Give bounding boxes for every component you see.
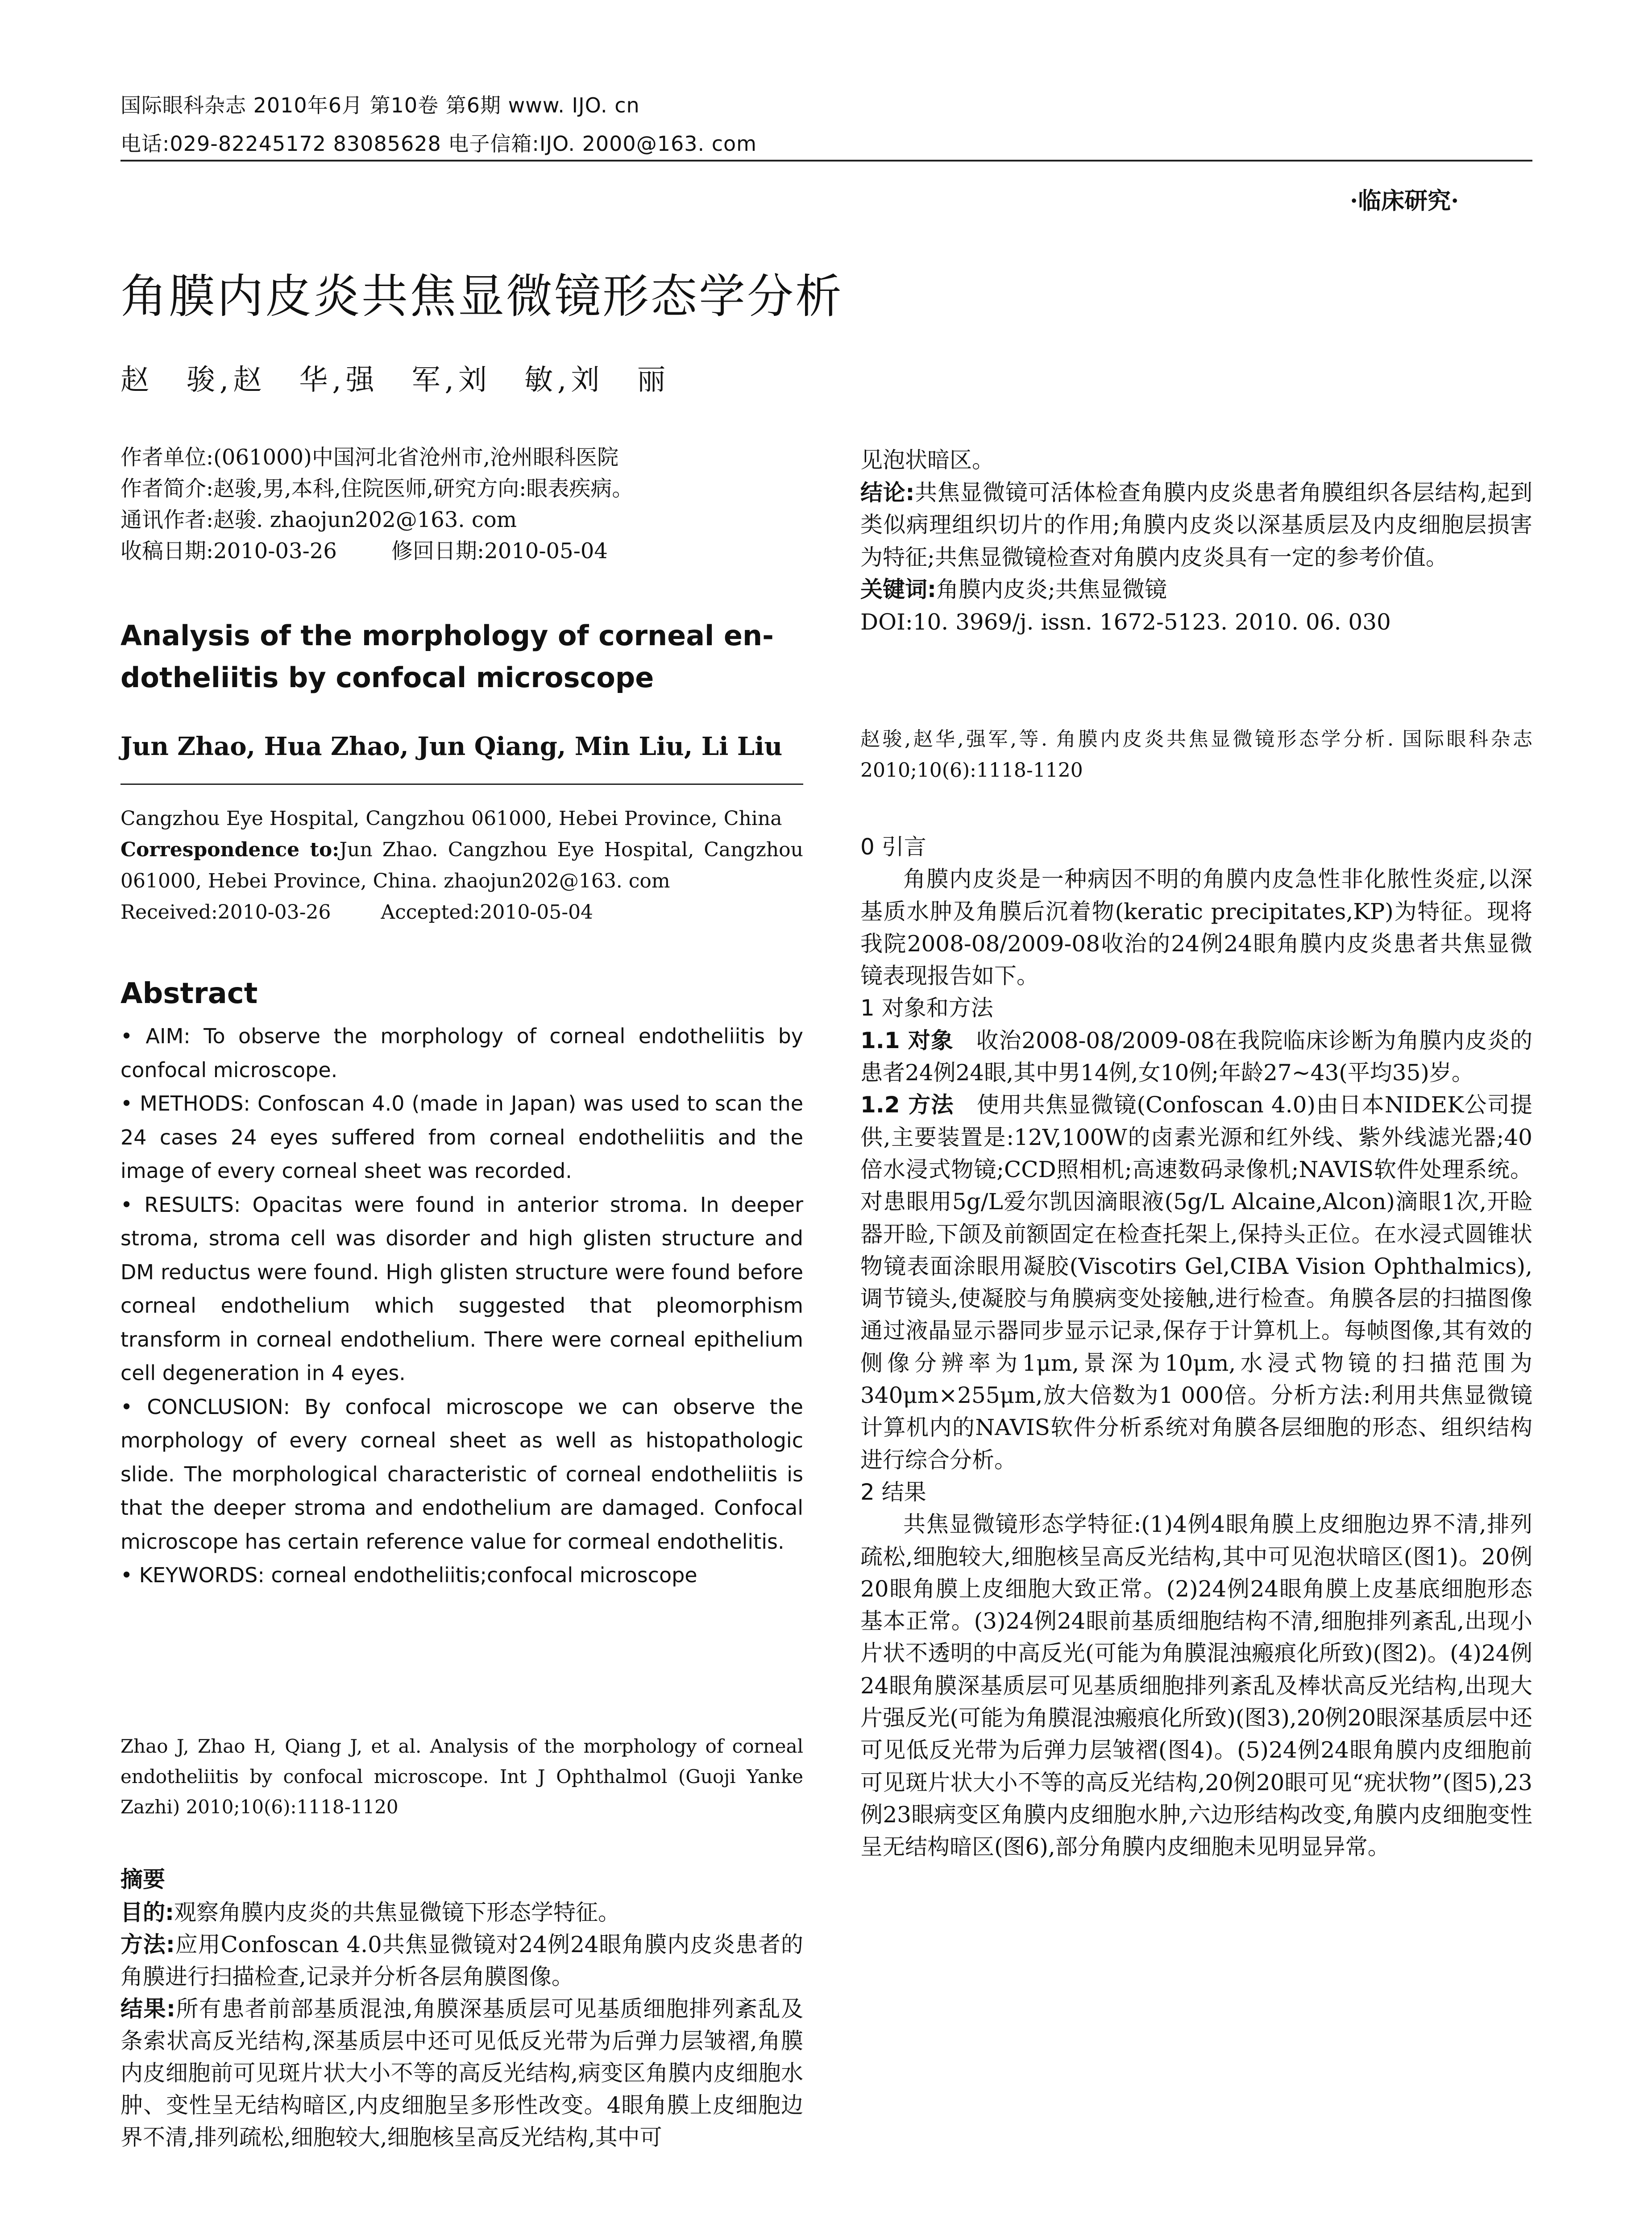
zhaiyao-heading: 摘要 (120, 1866, 165, 1892)
right-top-block (860, 444, 1532, 638)
body-text (860, 831, 1532, 1863)
section-1-2-text: 使用共焦显微镜(Confoscan 4.0)由日本NIDEK公司提供,主要装置是:12V,100W的卤素光源和红外线、紫外线滤光器;40倍水浸式物镜;CCD照相机;高速数码录像机;NAVIS软件处理系统。对患眼用5g/L爱尔凯因滴眼液(5g/L Alcaine,Alcon)滴眼1次,开睑器开睑,下颌及前额固定在检查托架上,保持头正位。在水浸式圆锥状物镜表面涂眼用凝胶(Viscotirs Gel,CIBA Vision Ophthalmics),调节镜头,使凝胶与角膜病变处接触,进行检查。角膜各层的扫描图像通过液晶显示器同步显示记录,保存于计算机上。每帧图像,其有效的侧像分辨率为1μm,景深为10μm,水浸式物镜的扫描范围为340μm×255μm,放大倍数为1 000倍。分析方法:利用共焦显微镜计算机内的NAVIS软件分析系统对角膜各层细胞的形态、组织结构进行综合分析。 (860, 1092, 1533, 1473)
keywords-text: 角膜内皮炎;共焦显微镜 (936, 576, 1167, 602)
title-en: Analysis of the morphology of corneal en-dotheliitis by confocal microscope (120, 619, 774, 694)
abstract-heading: Abstract (120, 977, 258, 1010)
author-info (120, 442, 803, 567)
zhaiyao-result-text: 所有患者前部基质混浊,角膜深基质层可见基质细胞排列紊乱及条索状高反光结构,深基质层中还可见低反光带为后弹力层皱褶,角膜内皮细胞前可见斑片状大小不等的高反光结构,病变区角膜内皮细胞水肿、变性呈无结构暗区,内皮细胞呈多形性改变。4眼角膜上皮细胞边界不清,排列疏松,细胞较大,细胞核呈高反光结构,其中可 (120, 1996, 803, 2150)
keywords-label: 关键词: (860, 576, 936, 602)
abstract-conclusion: • CONCLUSION: By confocal microscope we can observe the morphology of every corneal sheet as well as histopathologic slide. The morphological characteristic of corneal endotheliitis is that the deeper stroma and endothelium are damaged. Confocal microscope has certain reference value for cormeal endothelitis. (120, 1394, 803, 1554)
header-rule (120, 160, 1532, 162)
zhaiyao-result-label: 结果: (120, 1996, 175, 2022)
author-intro: 作者简介:赵骏,男,本科,住院医师,研究方向:眼表疾病。 (120, 476, 634, 501)
abstract-body (120, 1020, 803, 1592)
zhaiyao-aim-label: 目的: (120, 1899, 174, 1925)
journal-header-line2: 电话:029-82245172 83085628 电子信箱:IJO. 2000@163. com (120, 132, 757, 156)
doi: DOI:10. 3969/j. issn. 1672-5123. 2010. 06. 030 (860, 609, 1391, 635)
citation-en: Zhao J, Zhao H, Qiang J, et al. Analysis of the morphology of corneal endotheliitis by confocal microscope. Int J Ophthalmol (Guoji Yanke Zazhi) 2010;10(6):1118-1120 (120, 1735, 803, 1818)
journal-header-line1: 国际眼科杂志 2010年6月 第10卷 第6期 www. IJO. cn (120, 93, 640, 117)
authors-en: Jun Zhao, Hua Zhao, Jun Qiang, Min Liu, Li Liu (120, 732, 783, 761)
received-en: Received:2010-03-26 Accepted:2010-05-04 (120, 901, 594, 924)
received-dates-cn: 收稿日期:2010-03-26 修回日期:2010-05-04 (120, 539, 608, 564)
correspondence-label: Correspondence to: (120, 838, 340, 861)
correspondence-text: Jun Zhao. Cangzhou Eye Hospital, Cangzhou 061000, Hebei Province, China. zhaojun202@163. com (120, 838, 803, 892)
section-2-text: 共焦显微镜形态学特征:(1)4例4眼角膜上皮细胞边界不清,排列疏松,细胞较大,细胞核呈高反光结构,其中可见泡状暗区(图1)。20例20眼角膜上皮细胞大致正常。(2)24例24眼角膜上皮基底细胞形态基本正常。(3)24例24眼前基质细胞结构不清,细胞排列紊乱,出现小片状不透明的中高反光(可能为角膜混浊瘢痕化所致)(图2)。(4)24例24眼角膜深基质层可见基质细胞排列紊乱及棒状高反光结构,出现大片强反光(可能为角膜混浊瘢痕化所致)(图3),20例20眼深基质层中还可见低反光带为后弹力层皱褶(图4)。(5)24例24眼角膜内皮细胞前可见斑片状大小不等的高反光结构,20例20眼可见“疣状物”(图5),23例23眼病变区角膜内皮细胞水肿,六边形结构改变,角膜内皮细胞变性呈无结构暗区(图6),部分角膜内皮细胞未见明显异常。 (860, 1511, 1532, 1860)
authors-cn: 赵 骏,赵 华,强 军,刘 敏,刘 丽 (120, 364, 670, 397)
zhaiyao-method-label: 方法: (120, 1932, 175, 1957)
section-1-1-text: 收治2008-08/2009-08在我院临床诊断为角膜内皮炎的患者24例24眼,其中男14例,女10例;年龄27~43(平均35)岁。 (860, 1027, 1533, 1086)
section-1-1-label: 1.1 对象 (860, 1027, 954, 1053)
zhaiyao-continuation: 见泡状暗区。 (860, 447, 994, 473)
citation-cn: 赵骏,赵华,强军,等. 角膜内皮炎共焦显微镜形态学分析. 国际眼科杂志 2010;10(6):1118-1120 (860, 728, 1532, 782)
section-0-text: 角膜内皮炎是一种病因不明的角膜内皮急性非化脓性炎症,以深基质水肿及角膜后沉着物(keratic precipitates,KP)为特征。现将我院2008-08/2009-08收治的24例24眼角膜内皮炎患者共焦显微镜表现报告如下。 (860, 866, 1532, 989)
title-cn: 角膜内皮炎共焦显微镜形态学分析 (120, 269, 844, 323)
section-0-heading: 0 引言 (860, 834, 926, 860)
affiliation-block (120, 803, 803, 928)
section-2-heading: 2 结果 (860, 1479, 926, 1505)
corresponding-author: 通讯作者:赵骏. zhaojun202@163. com (120, 507, 517, 532)
abstract-methods: • METHODS: Confoscan 4.0 (made in Japan) was used to scan the 24 cases 24 eyes suffered from corneal endotheliitis and the image of every corneal sheet was recorded. (120, 1091, 803, 1183)
section-tag: ·临床研究· (1350, 187, 1459, 215)
author-unit: 作者单位:(061000)中国河北省沧州市,沧州眼科医院 (120, 445, 619, 470)
zhaiyao-aim-text: 观察角膜内皮炎的共焦显微镜下形态学特征。 (174, 1899, 620, 1925)
affiliation-en: Cangzhou Eye Hospital, Cangzhou 061000, Hebei Province, China (120, 807, 782, 830)
abstract-keywords: • KEYWORDS: corneal endotheliitis;confocal microscope (120, 1563, 697, 1587)
conclusion-text: 共焦显微镜可活体检查角膜内皮炎患者角膜组织各层结构,起到类似病理组织切片的作用;角膜内皮炎以深基质层及内皮细胞层损害为特征;共焦显微镜检查对角膜内皮炎具有一定的参考价值。 (860, 479, 1532, 570)
conclusion-label: 结论: (860, 479, 915, 506)
zhaiyao-body (120, 1896, 803, 2153)
zhaiyao-method-text: 应用Confoscan 4.0共焦显微镜对24例24眼角膜内皮炎患者的角膜进行扫描检查,记录并分析各层角膜图像。 (120, 1932, 803, 1990)
authors-rule (120, 784, 803, 785)
section-1-heading: 1 对象和方法 (860, 995, 993, 1021)
abstract-aim: • AIM: To observe the morphology of corneal endotheliitis by confocal microscope. (120, 1024, 803, 1082)
abstract-results: • RESULTS: Opacitas were found in anterior stroma. In deeper stroma, stroma cell was disorder and high glisten structure and DM reductus were found. High glisten structure were found before corneal endothelium which suggested that pleomorphism transform in corneal endothelium. There were corneal epithelium cell degeneration in 4 eyes. (120, 1192, 803, 1385)
section-1-2-label: 1.2 方法 (860, 1092, 954, 1118)
